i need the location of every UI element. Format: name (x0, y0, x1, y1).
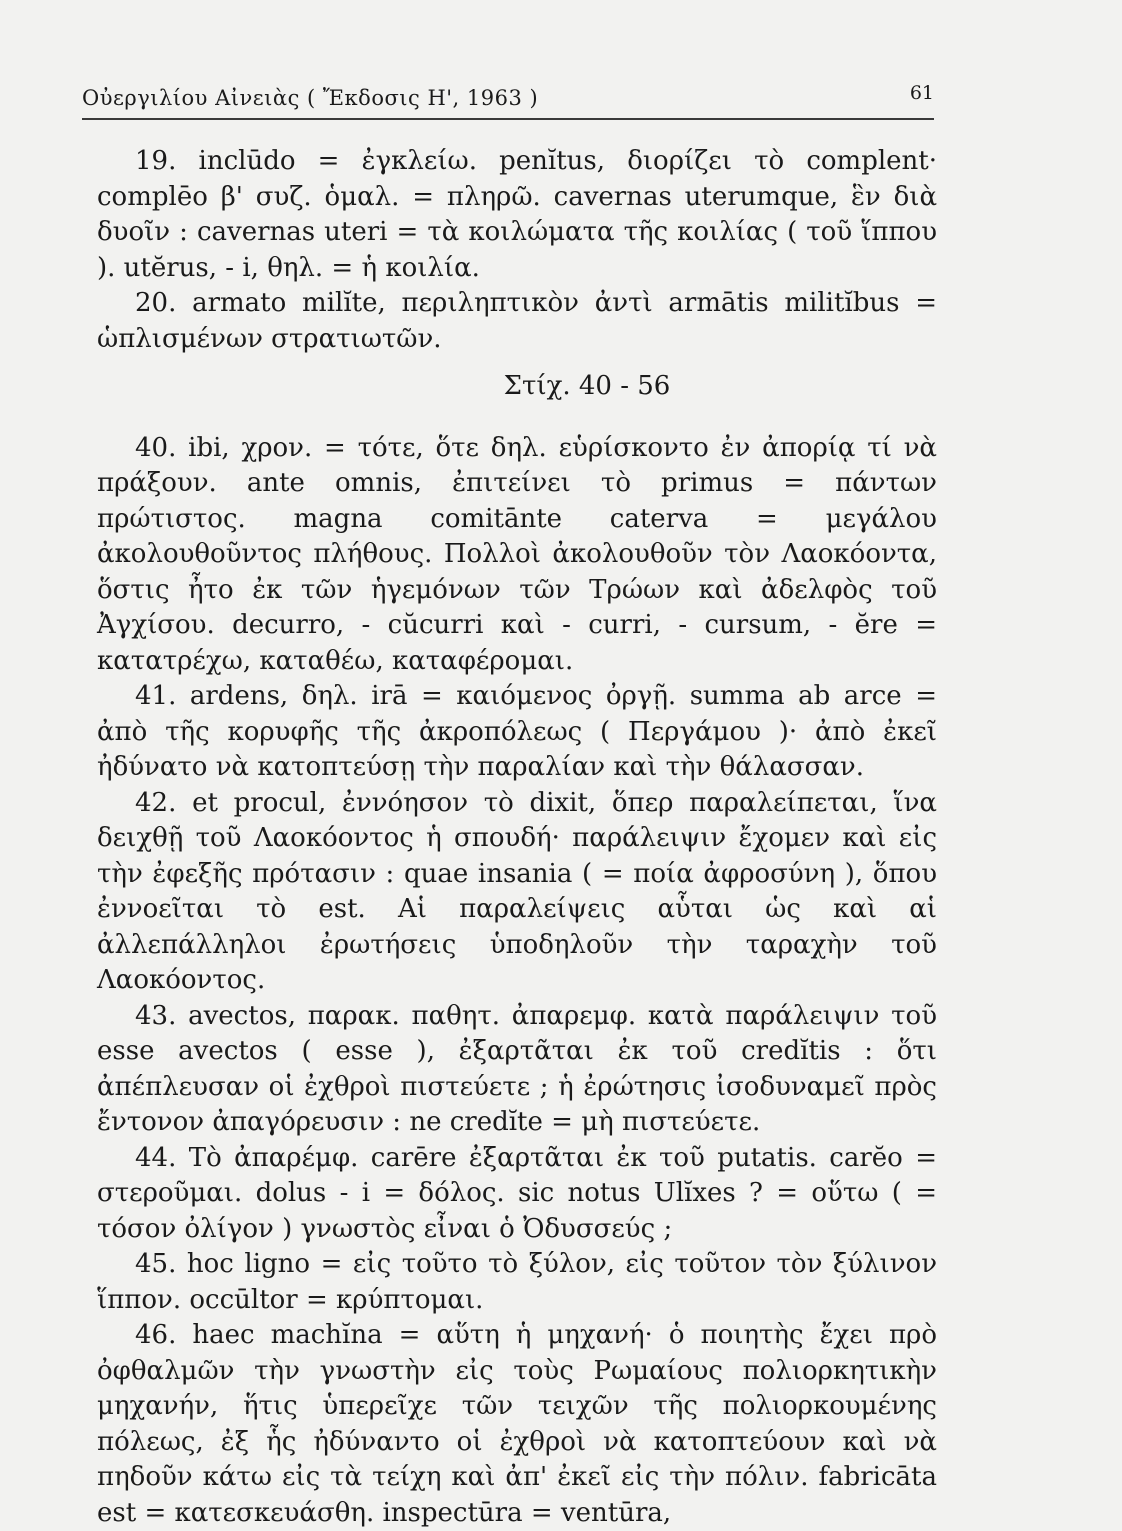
section-heading: Στίχ. 40 - 56 (503, 371, 671, 401)
note-41: 41. ardens, δηλ. irā = καιόμενος ὀργῇ. summa ab arce = ἀπὸ τῆς κορυφῆς τῆς ἀκροπόλεως ( Περγάμου )· ἀπὸ ἐκεῖ ἠδύνατο νὰ κατοπτεύσῃ τὴν παραλίαν καὶ τὴν θάλασσαν. (97, 681, 937, 782)
running-header (82, 74, 934, 120)
note-44: 44. Τὸ ἀπαρέμφ. carēre ἐξαρτᾶται ἐκ τοῦ putatis. carĕo = στεροῦμαι. dolus - i = δόλος. sic notus Ulĭxes ? = οὕτω ( = τόσον ὀλίγον ) γνωστὸς εἶναι ὁ Ὀδυσσεύς ; (97, 1142, 937, 1244)
running-title: Οὐεργιλίου Αἰνειὰς ( Ἔκδοσις Η', 1963 ) (82, 86, 539, 110)
commentary-body (97, 144, 937, 1531)
note-40: 40. ibi, χρον. = τότε, ὅτε δηλ. εὑρίσκοντο ἐν ἀπορίᾳ τί νὰ πράξουν. ante omnis, ἐπιτείνει τὸ primus = πάντων πρώτιστος. magna comitānte caterva = μεγάλου ἀκολουθοῦντος πλήθους. Πολλοὶ ἀκολουθοῦν τὸν Λαοκόοντα, ὅστις ἦτο ἐκ τῶν ἡγεμόνων τῶν Τρώων καὶ ἀδελφὸς τοῦ Ἀγχίσου. decurro, - cŭcurri καὶ - curri, - cursum, - ĕre = κατατρέχω, καταθέω, καταφέρομαι. (97, 432, 937, 676)
note-46: 46. haec machĭna = αὕτη ἡ μηχανή· ὁ ποιητὴς ἔχει πρὸ ὀφθαλμῶν τὴν γνωστὴν εἰς τοὺς Ρωμαίους πολιορκητικὴν μηχανήν, ἥτις ὑπερεῖχε τῶν τειχῶν τῆς πολιορκουμένης πόλεως, ἐξ ἧς ἠδύναντο οἱ ἐχθροὶ νὰ κατοπτεύουν καὶ νὰ πηδοῦν κάτω εἰς τὰ τείχη καὶ ἀπ' ἐκεῖ εἰς τὴν πόλιν. fabricāta est = κατεσκευάσθη. inspectūra = ventūra, (97, 1320, 937, 1528)
note-20: 20. armato milĭte, περιληπτικὸν ἀντὶ armātis militĭbus = ὡπλισμένων στρατιωτῶν. (97, 288, 937, 354)
note-43: 43. avectos, παρακ. παθητ. ἀπαρεμφ. κατὰ παράλειψιν τοῦ esse avectos ( esse ), ἐξαρτᾶται ἐκ τοῦ credĭtis : ὅτι ἀπέπλευσαν οἱ ἐχθροὶ πιστεύετε ; ἡ ἐρώτησις ἰσοδυναμεῖ πρὸς ἔντονον ἀπαγόρευσιν : ne credĭte = μὴ πιστεύετε. (97, 1000, 937, 1137)
note-45: 45. hoc ligno = εἰς τοῦτο τὸ ξύλον, εἰς τοῦτον τὸν ξύλινον ἵππον. occūltor = κρύπτομαι. (97, 1249, 937, 1315)
note-42: 42. et procul, ἐννόησον τὸ dixit, ὅπερ παραλείπεται, ἵνα δειχθῇ τοῦ Λαοκόοντος ἡ σπουδή· παράλειψιν ἔχομεν καὶ εἰς τὴν ἐφεξῆς πρότασιν : quae insania ( = ποία ἀφροσύνη ), ὅπου ἐννοεῖται τὸ est. Αἱ παραλείψεις αὗται ὡς καὶ αἱ ἀλλεπάλληλοι ἐρωτήσεις ὑποδηλοῦν τὴν ταραχὴν τοῦ Λαοκόοντος. (97, 787, 937, 995)
page-number: 61 (909, 82, 934, 104)
note-19: 19. inclūdo = ἐγκλείω. penĭtus, διορίζει τὸ complent· complēo β' συζ. ὁμαλ. = πληρῶ. cavernas uterumque, ἓν διὰ δυοῖν : cavernas uteri = τὰ κοιλώματα τῆς κοιλίας ( τοῦ ἵππου ). utĕrus, - i, θηλ. = ἡ κοιλία. (97, 146, 937, 283)
